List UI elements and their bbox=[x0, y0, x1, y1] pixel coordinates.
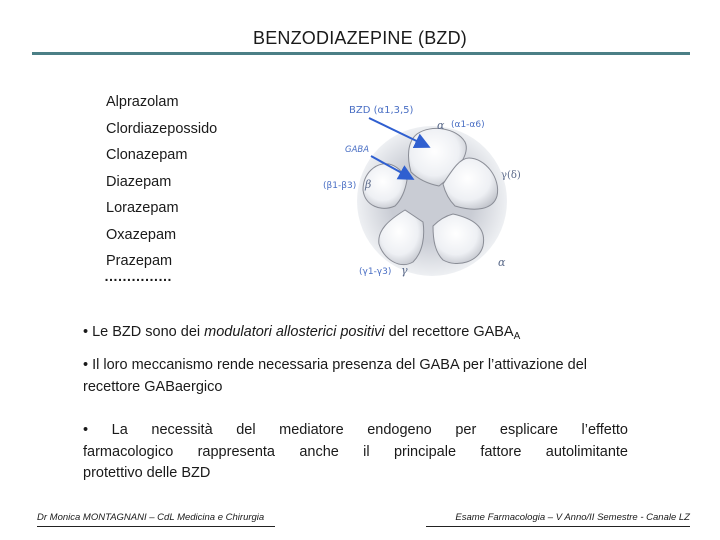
footer-author: Dr Monica MONTAGNANI – CdL Medicina e Chirurgia bbox=[37, 512, 265, 523]
label-beta: β bbox=[365, 178, 372, 191]
bullet-modulators bbox=[83, 322, 628, 348]
label-alpha-range: (α1-α6) bbox=[451, 120, 485, 130]
drug-item: Oxazepam bbox=[106, 226, 177, 243]
gaba-receptor-figure bbox=[315, 96, 540, 286]
bullet-line: farmacologico rappresenta anche il principale fattore autolimitante bbox=[83, 443, 628, 460]
bullet-emphasis: modulatori allosterici positivi bbox=[204, 324, 385, 340]
bullet-line: protettivo delle BZD bbox=[83, 465, 211, 481]
footer-underline-left bbox=[37, 526, 275, 527]
drug-list-ellipsis: …………… bbox=[104, 268, 172, 284]
label-alpha-top: α bbox=[437, 119, 445, 132]
label-gaba: GABA bbox=[345, 145, 370, 155]
drug-item: Alprazolam bbox=[106, 94, 179, 110]
drug-item: Lorazepam bbox=[106, 200, 179, 216]
label-gamma-range: (γ1-γ3) bbox=[359, 267, 392, 277]
title-underline bbox=[32, 52, 690, 55]
bullet-text: del recettore GABA bbox=[384, 324, 514, 340]
drug-list bbox=[106, 89, 217, 275]
subscript: A bbox=[513, 331, 521, 342]
label-alpha-bottom: α bbox=[498, 256, 506, 269]
bullet-line: • La necessità del mediatore endogeno per esplicare l’effetto bbox=[83, 422, 628, 438]
footer-course: Esame Farmacologia – V Anno/II Semestre - Canale LZ bbox=[455, 512, 690, 523]
footer-underline-right bbox=[426, 526, 690, 527]
drug-item: Clordiazepossido bbox=[106, 120, 218, 137]
bullet-self-limiting bbox=[83, 420, 628, 485]
slide-title: BENZODIAZEPINE (BZD) bbox=[252, 28, 467, 48]
label-bzd: BZD (α1,3,5) bbox=[349, 105, 414, 116]
label-gamma: γ bbox=[401, 264, 408, 277]
drug-item: Prazepam bbox=[106, 253, 173, 269]
drug-item: Clonazepam bbox=[106, 147, 188, 163]
label-gamma-delta: γ(δ) bbox=[501, 170, 521, 181]
bullet-mechanism: • Il loro meccanismo rende necessaria presenza del GABA per l’attivazione del recettore GABaergico bbox=[83, 357, 587, 395]
drug-item: Diazepam bbox=[106, 173, 172, 190]
label-beta-range: (β1-β3) bbox=[323, 181, 357, 191]
bullet-text: • Le BZD sono dei bbox=[83, 324, 205, 340]
